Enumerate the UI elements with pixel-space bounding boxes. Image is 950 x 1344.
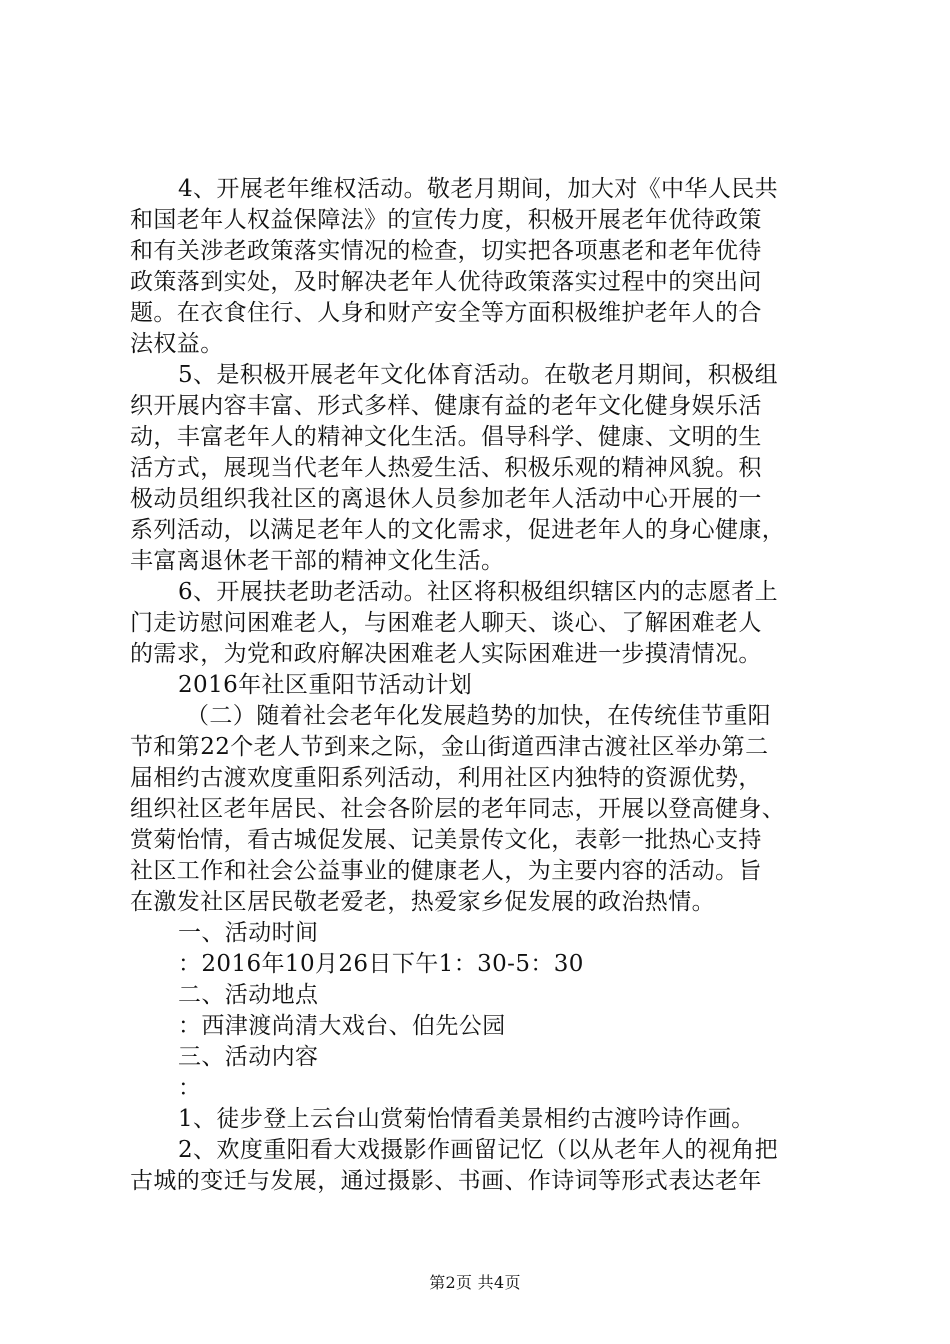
paragraph-line: 丰富离退休老干部的精神文化生活。 [130, 548, 505, 574]
paragraph-line: （二）随着社会老年化发展趋势的加快，在传统佳节重阳 [186, 703, 771, 729]
page-number-label: 第2页 共4页 [429, 1273, 521, 1292]
paragraph-line: 届相约古渡欢度重阳系列活动，利用社区内独特的资源优势， [130, 765, 762, 791]
paragraph-line: 在激发社区居民敬老爱老，热爱家乡促发展的政治热情。 [130, 889, 715, 915]
paragraph-line: 5、是积极开展老年文化体育活动。在敬老月期间，积极组 [178, 362, 779, 388]
paragraph-line: 题。在衣食住行、人身和财产安全等方面积极维护老年人的合 [130, 300, 762, 326]
paragraph-line: 古城的变迁与发展，通过摄影、书画、作诗词等形式表达老年 [130, 1168, 762, 1194]
list-detail: ：2016年10月26日下午1：30-5：30 [178, 951, 584, 977]
paragraph-line: 社区工作和社会公益事业的健康老人，为主要内容的活动。旨 [130, 858, 762, 884]
paragraph-line: 节和第22个老人节到来之际，金山街道西津古渡社区举办第二 [130, 734, 769, 760]
paragraph-line: 和有关涉老政策落实情况的检查，切实把各项惠老和老年优待 [130, 238, 762, 264]
list-detail: ：西津渡尚清大戏台、伯先公园 [178, 1013, 506, 1039]
paragraph-line: 织开展内容丰富、形式多样、健康有益的老年文化健身娱乐活 [130, 393, 762, 419]
list-heading: 一、活动时间 [178, 920, 319, 946]
paragraph-line: 2、欢度重阳看大戏摄影作画留记忆（以从老年人的视角把 [178, 1137, 779, 1163]
section-title: 2016年社区重阳节活动计划 [178, 672, 473, 698]
paragraph-line: 6、开展扶老助老活动。社区将积极组织辖区内的志愿者上 [178, 579, 779, 605]
document-body [130, 174, 830, 1197]
paragraph-line: 极动员组织我社区的离退休人员参加老年人活动中心开展的一 [130, 486, 762, 512]
list-heading: 二、活动地点 [178, 982, 319, 1008]
paragraph-line: 的需求，为党和政府解决困难老人实际困难进一步摸清情况。 [130, 641, 762, 667]
paragraph-line: 1、徒步登上云台山赏菊怡情看美景相约古渡吟诗作画。 [178, 1106, 755, 1132]
paragraph-line: 活方式，展现当代老年人热爱生活、积极乐观的精神风貌。积 [130, 455, 762, 481]
paragraph-line: 政策落到实处，及时解决老年人优待政策落实过程中的突出问 [130, 269, 762, 295]
list-detail: ： [178, 1075, 202, 1101]
paragraph-line: 法权益。 [130, 331, 224, 357]
paragraph-line: 组织社区老年居民、社会各阶层的老年同志，开展以登高健身、 [130, 796, 786, 822]
paragraph-line: 4、开展老年维权活动。敬老月期间，加大对《中华人民共 [178, 176, 779, 202]
page-footer [0, 1273, 950, 1293]
paragraph-line: 门走访慰问困难老人，与困难老人聊天、谈心、了解困难老人 [130, 610, 762, 636]
paragraph-line: 和国老年人权益保障法》的宣传力度，积极开展老年优待政策 [130, 207, 762, 233]
paragraph-line: 动，丰富老年人的精神文化生活。倡导科学、健康、文明的生 [130, 424, 762, 450]
paragraph-line: 系列活动，以满足老年人的文化需求，促进老年人的身心健康， [130, 517, 786, 543]
list-heading: 三、活动内容 [178, 1044, 319, 1070]
paragraph-line: 赏菊怡情，看古城促发展、记美景传文化，表彰一批热心支持 [130, 827, 762, 853]
